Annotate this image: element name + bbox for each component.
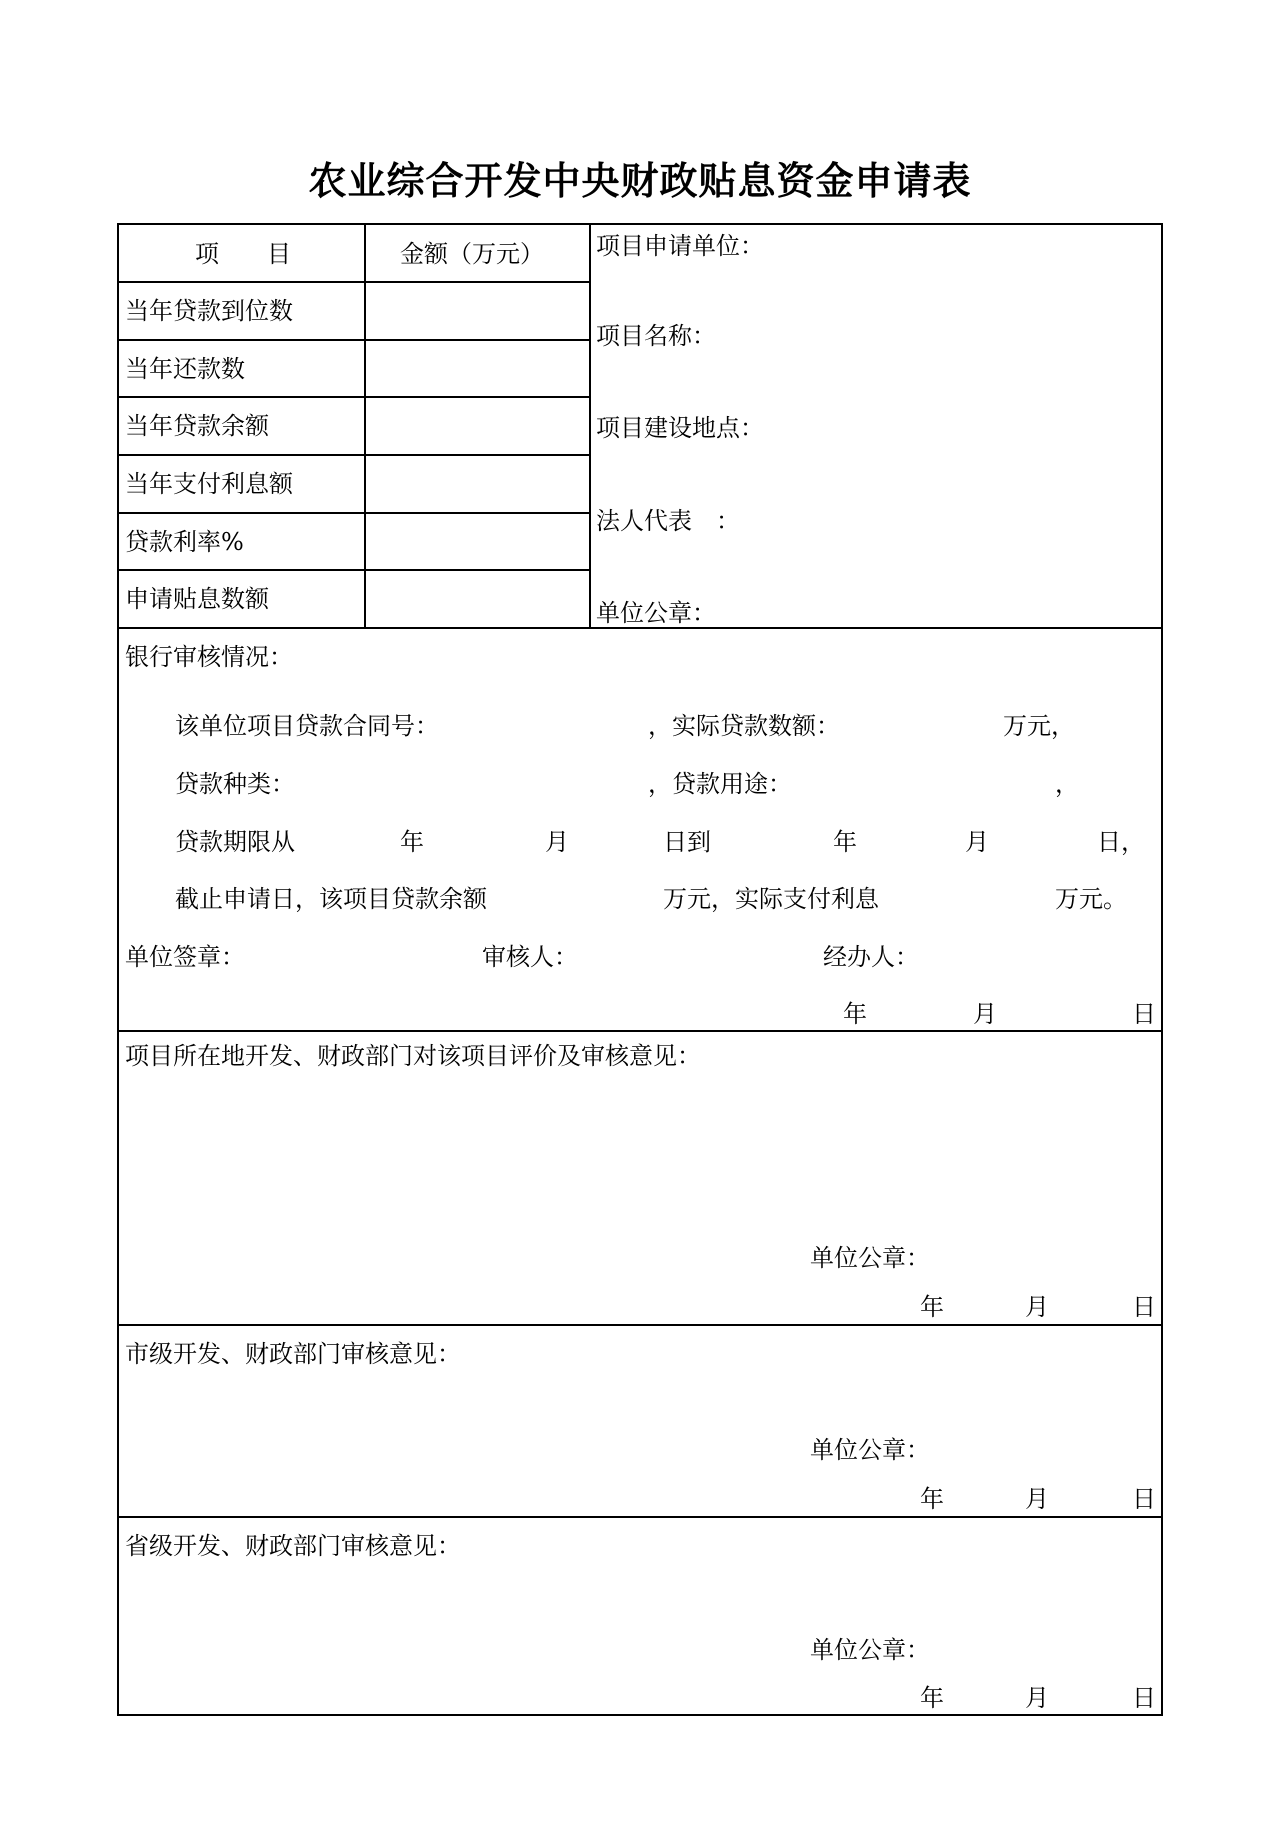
loan-term-start-day: 日到: [663, 828, 711, 856]
row-label-loan-received: 当年贷款到位数: [125, 297, 293, 325]
city-date-day: 日: [1132, 1485, 1156, 1513]
actual-loan-label: ，实际贷款数额：: [648, 712, 840, 740]
contract-number-label: 该单位项目贷款合同号：: [175, 712, 439, 740]
loan-purpose-end: ，: [1055, 770, 1079, 798]
bank-handler-label: 经办人：: [823, 943, 919, 971]
loan-term-end-year: 年: [833, 828, 857, 856]
province-date-month: 月: [1025, 1684, 1049, 1712]
county-date-day: 日: [1132, 1293, 1156, 1321]
label-project-location: 项目建设地点：: [596, 414, 764, 442]
header-amount: 金额（万元）: [400, 240, 544, 268]
interest-paid-label: 万元，实际支付利息: [663, 885, 879, 913]
bank-date-day: 日: [1132, 1000, 1156, 1028]
county-date-month: 月: [1025, 1293, 1049, 1321]
bank-date-month: 月: [973, 1000, 997, 1028]
city-date-month: 月: [1025, 1485, 1049, 1513]
county-unit-seal: 单位公章：: [810, 1244, 930, 1272]
label-applicant-unit: 项目申请单位：: [596, 232, 764, 260]
city-date-year: 年: [920, 1485, 944, 1513]
city-section-heading: 市级开发、财政部门审核意见：: [125, 1340, 461, 1368]
county-section-heading: 项目所在地开发、财政部门对该项目评价及审核意见：: [125, 1042, 701, 1070]
province-date-year: 年: [920, 1684, 944, 1712]
loan-term-end-day: 日，: [1097, 828, 1145, 856]
bank-reviewer-label: 审核人：: [482, 943, 578, 971]
bank-date-year: 年: [843, 1000, 867, 1028]
label-project-name: 项目名称：: [596, 322, 716, 350]
row-label-repayment: 当年还款数: [125, 355, 245, 383]
row-label-subsidy-amount: 申请贴息数额: [125, 585, 269, 613]
loan-term-start-month: 月: [545, 828, 569, 856]
row-label-interest-paid: 当年支付利息额: [125, 470, 293, 498]
province-unit-seal: 单位公章：: [810, 1636, 930, 1664]
bank-unit-seal-label: 单位签章：: [125, 943, 245, 971]
row-label-loan-balance: 当年贷款余额: [125, 412, 269, 440]
loan-term-start-year: 年: [400, 828, 424, 856]
form-title: 农业综合开发中央财政贴息资金申请表: [308, 158, 972, 203]
row-label-interest-rate: 贷款利率%: [125, 528, 244, 556]
province-date-day: 日: [1132, 1684, 1156, 1712]
loan-purpose-label: ，贷款用途：: [648, 770, 792, 798]
bank-section-heading: 银行审核情况：: [125, 643, 293, 671]
county-date-year: 年: [920, 1293, 944, 1321]
balance-label: 截止申请日，该项目贷款余额: [175, 885, 487, 913]
label-legal-representative: 法人代表 ：: [596, 507, 740, 535]
loan-term-label: 贷款期限从: [175, 828, 295, 856]
header-item: 项 目: [195, 240, 291, 268]
loan-term-end-month: 月: [965, 828, 989, 856]
city-unit-seal: 单位公章：: [810, 1436, 930, 1464]
label-unit-seal: 单位公章：: [596, 599, 716, 627]
actual-loan-unit: 万元，: [1003, 712, 1075, 740]
loan-type-label: 贷款种类：: [175, 770, 295, 798]
interest-paid-unit: 万元。: [1055, 885, 1127, 913]
province-section-heading: 省级开发、财政部门审核意见：: [125, 1532, 461, 1560]
